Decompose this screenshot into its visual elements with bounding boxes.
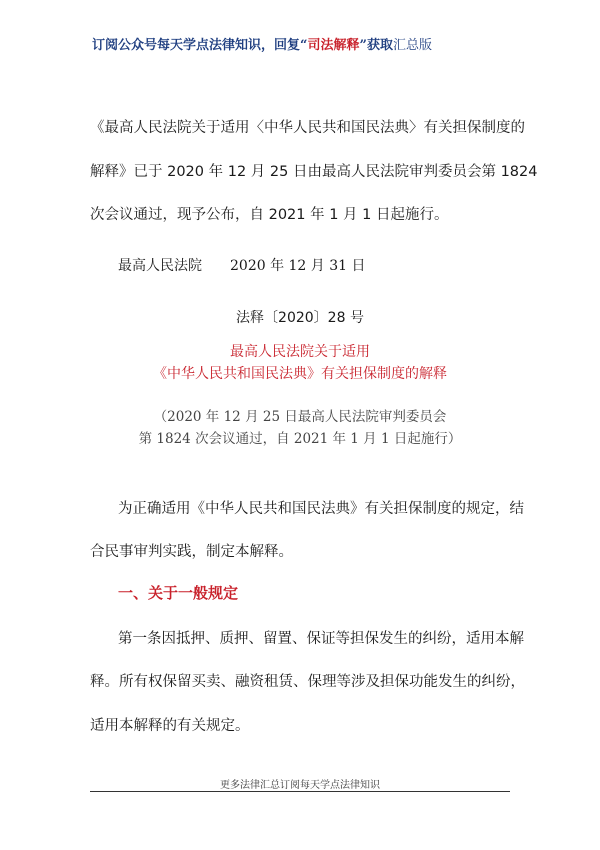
signature-date: 2020 年 12 月 31 日	[230, 258, 366, 274]
header-text-part2: ”获取	[359, 38, 393, 53]
footer-divider	[90, 791, 510, 792]
signature-court: 最高人民法院	[118, 258, 202, 274]
adoption-line-2: 第 1824 次会议通过，自 2021 年 1 月 1 日起施行）	[138, 431, 462, 447]
signature	[118, 255, 366, 275]
preamble-line-2: 合民事审判实践，制定本解释。	[90, 544, 293, 560]
header-text-part1: 订阅公众号每天学点法律知识，回复“	[92, 38, 308, 53]
article1-line-3: 适用本解释的有关规定。	[90, 718, 250, 734]
title-line-2: 《中华人民共和国民法典》有关担保制度的解释	[153, 366, 447, 382]
article1-line-1: 第一条因抵押、质押、留置、保证等担保发生的纠纷，适用本解	[118, 631, 524, 647]
adoption-line-1: （2020 年 12 月 25 日最高人民法院审判委员会	[153, 409, 447, 425]
preamble-line-1: 为正确适用《中华人民共和国民法典》有关担保制度的规定，结	[118, 501, 524, 517]
title-line-1: 最高人民法院关于适用	[230, 344, 370, 360]
intro-line-2: 解释》已于 2020 年 12 月 25 日由最高人民法院审判委员会第 1824	[90, 164, 538, 180]
section-heading: 一、关于一般规定	[118, 584, 239, 602]
header-keyword: 司法解释	[307, 38, 360, 53]
page-footer: 更多法律汇总订阅每天学点法律知识	[220, 780, 380, 791]
intro-line-1: 《最高人民法院关于适用〈中华人民共和国民法典〉有关担保制度的	[90, 120, 525, 136]
article1-line-2: 释。所有权保留买卖、融资租赁、保理等涉及担保功能发生的纠纷，	[90, 674, 525, 690]
document-number: 法释〔2020〕28 号	[236, 310, 364, 326]
page-header	[92, 34, 432, 53]
intro-line-3: 次会议通过，现予公布，自 2021 年 1 月 1 日起施行。	[90, 207, 449, 223]
header-text-part3: 汇总版	[392, 38, 432, 53]
